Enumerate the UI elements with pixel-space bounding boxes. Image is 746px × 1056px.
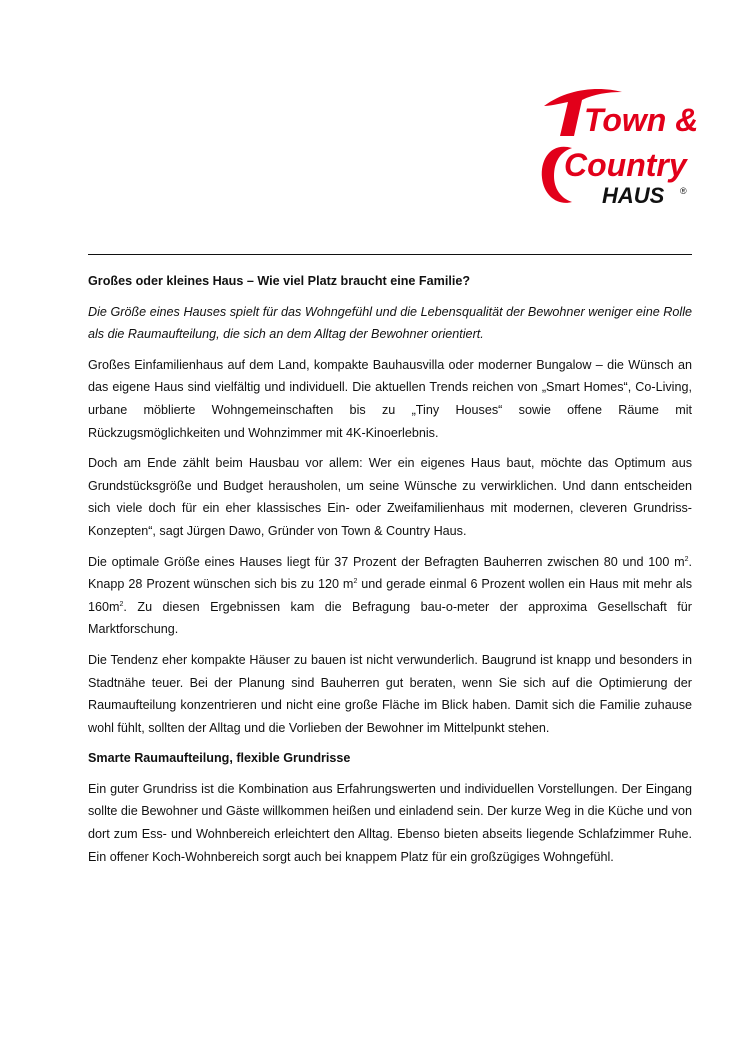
logo-line2: Country [564, 147, 687, 183]
town-country-haus-logo [538, 84, 698, 210]
logo-line3: HAUS [602, 183, 665, 208]
article-lead: Die Größe eines Hauses spielt für das Wohngefühl und die Lebensqualität der Bewohner weniger eine Rolle als die Raumaufteilung, die sich an dem Alltag der Bewohner orientiert. [88, 304, 692, 342]
superscript-square-3: 2 [119, 600, 124, 608]
superscript-square-2: 2 [353, 578, 358, 586]
survey-text-d: . Zu diesen Ergebnissen kam die Befragung bau-o-meter der approxima Gesellschaft für Marktforschung. [88, 599, 692, 637]
paragraph-tendency: Die Tendenz eher kompakte Häuser zu bauen ist nicht verwunderlich. Baugrund ist knapp und besonders in Stadtnähe teuer. Bei der Planung sind Bauherren gut beraten, wenn Sie sich auf die Optimierung der Raumaufteilung konzentrieren und nicht eine große Fläche im Blick haben. Damit sich die Familie zuhause wohl fühlt, sollten der Alltag und die Vorlieben der Bewohner im Mittelpunkt stehen. [88, 652, 692, 735]
paragraph-survey [88, 551, 692, 641]
logo-registered-mark: ® [680, 186, 687, 196]
survey-text-b: . Knapp 28 Prozent wünschen sich bis zu 120 m [88, 554, 692, 592]
section-subheading: Smarte Raumaufteilung, flexible Grundrisse [88, 751, 351, 766]
survey-text-a: Die optimale Größe eines Hauses liegt für 37 Prozent der Befragten Bauherren zwischen 80 und 100 m [88, 554, 685, 569]
paragraph-trends: Großes Einfamilienhaus auf dem Land, kompakte Bauhausvilla oder moderner Bungalow – die Wünsch an das eigene Haus sind vielfältig und individuell. Die aktuellen Trends reichen von „Smart Homes“, Co-Living, urbane möblierte Wohngemeinschaften bis zu „Tiny Houses“ sowie offene Räume mit Rückzugsmöglichkeiten und Wohnzimmer mit 4K-Kinoerlebnis. [88, 357, 692, 440]
article-title: Großes oder kleines Haus – Wie viel Platz braucht eine Familie? [88, 274, 471, 288]
header-divider [88, 254, 692, 255]
paragraph-quote: Doch am Ende zählt beim Hausbau vor allem: Wer ein eigenes Haus baut, möchte das Optimum aus Grundstücksgröße und Budget herausholen, um seine Wünsche zu verwirklichen. Und dann entscheiden sich viele doch für ein eher klassisches Ein- oder Zweifamilienhaus mit modernen, cleveren Grundriss-Konzepten“, sagt Jürgen Dawo, Gründer von Town & Country Haus. [88, 456, 692, 538]
logo-line1: Town & [584, 102, 698, 138]
article [88, 270, 692, 876]
paragraph-floorplan: Ein guter Grundriss ist die Kombination aus Erfahrungswerten und individuellen Vorstellungen. Der Eingang sollte die Bewohner und Gäste willkommen heißen und einladend sein. Der kurze Weg in die Küche und von dort zum Ess- und Wohnbereich erleichtert den Alltag. Ebenso bieten abseits liegende Schlafzimmer Ruhe. Ein offener Koch-Wohnbereich sorgt auch bei knappem Platz für ein großzügiges Wohngefühl. [88, 781, 692, 864]
survey-text-c: und gerade einmal 6 Prozent wollen ein Haus mit mehr als 160m [88, 577, 692, 614]
superscript-square-1: 2 [684, 555, 689, 563]
